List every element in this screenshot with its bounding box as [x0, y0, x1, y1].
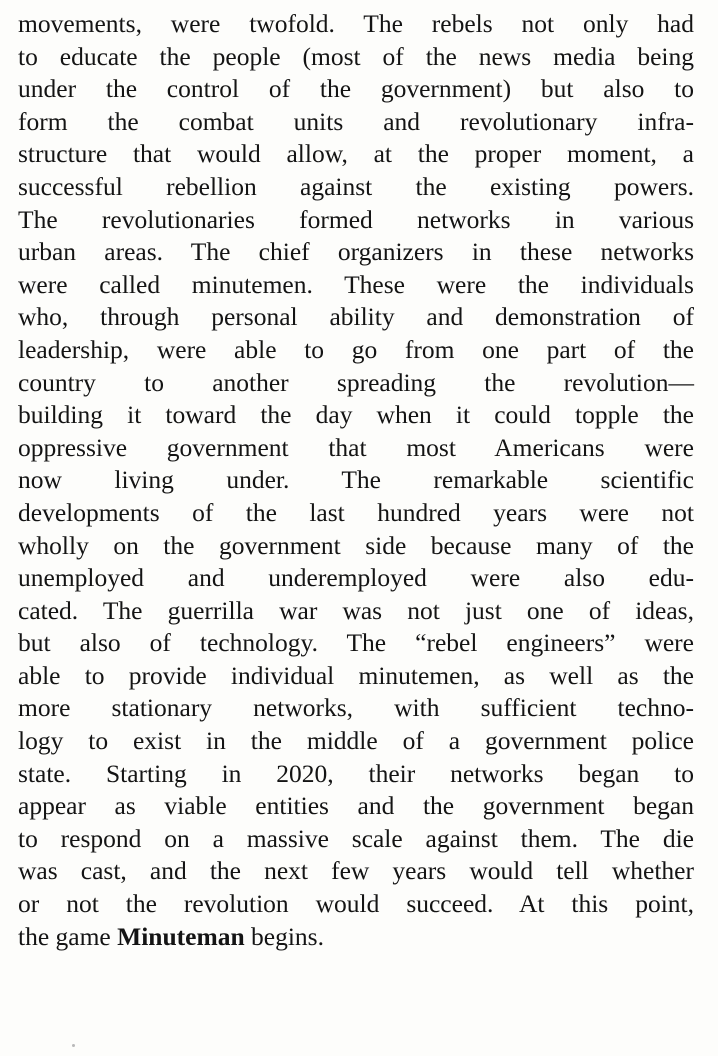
text-line: movements, were twofold. The rebels not only had — [18, 9, 694, 38]
text-line: was cast, and the next few years would tell whether — [18, 856, 694, 886]
body-paragraph — [18, 8, 694, 953]
text-line: wholly on the government side because many of the — [18, 530, 694, 560]
final-line — [18, 921, 694, 954]
text-line: state. Starting in 2020, their networks began to — [18, 758, 694, 788]
game-title: Minuteman — [117, 921, 245, 951]
final-line-end: begins. — [251, 921, 324, 951]
text-line: cated. The guerrilla war was not just one of ideas, — [18, 595, 694, 625]
text-line: building it toward the day when it could topple the — [18, 400, 694, 430]
text-line: unemployed and underemployed were also edu- — [18, 563, 694, 593]
text-line: to educate the people (most of the news media being — [18, 41, 694, 71]
text-line: logy to exist in the middle of a government police — [18, 726, 694, 756]
text-line: structure that would allow, at the proper moment, a — [18, 139, 694, 169]
text-line: to respond on a massive scale against them. The die — [18, 823, 694, 853]
text-line: but also of technology. The “rebel engineers” were — [18, 628, 694, 658]
text-line: leadership, were able to go from one part of the — [18, 334, 694, 364]
final-line-start: the game — [18, 921, 111, 951]
paper-speck — [72, 1044, 75, 1047]
text-line: successful rebellion against the existing powers. — [18, 171, 694, 201]
text-line: urban areas. The chief organizers in these networks — [18, 237, 694, 267]
text-line: or not the revolution would succeed. At this point, — [18, 889, 694, 919]
text-line: who, through personal ability and demonstration of — [18, 302, 694, 332]
text-line: were called minutemen. These were the individuals — [18, 269, 694, 299]
text-line: able to provide individual minutemen, as well as the — [18, 660, 694, 690]
text-line: oppressive government that most Americans were — [18, 432, 694, 462]
text-line: The revolutionaries formed networks in various — [18, 204, 694, 234]
text-line: country to another spreading the revolution— — [18, 367, 694, 397]
text-line: developments of the last hundred years were not — [18, 497, 694, 527]
text-line: appear as viable entities and the government began — [18, 791, 694, 821]
text-line: now living under. The remarkable scientific — [18, 465, 694, 495]
text-line: under the control of the government) but also to — [18, 74, 694, 104]
text-line: more stationary networks, with sufficient techno- — [18, 693, 694, 723]
text-line: form the combat units and revolutionary infra- — [18, 106, 694, 136]
